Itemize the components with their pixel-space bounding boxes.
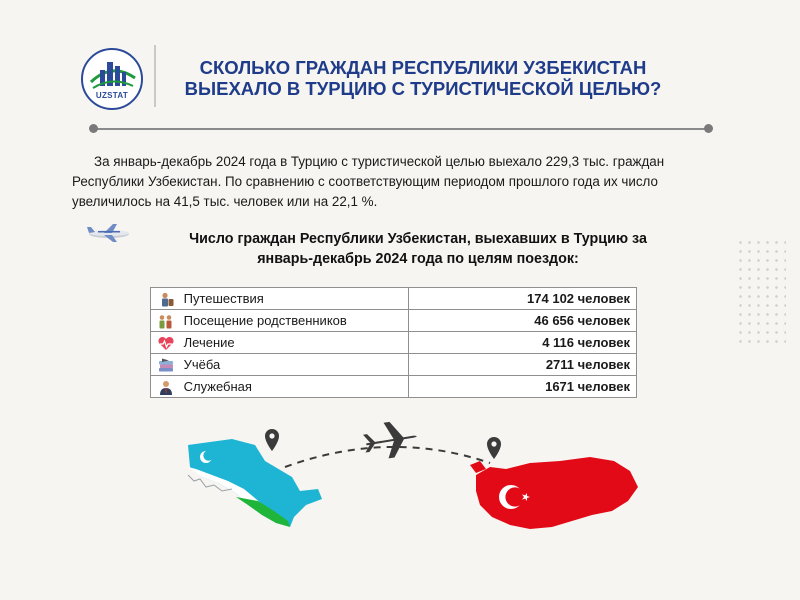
separator-dot-left	[89, 124, 98, 133]
header-divider	[154, 45, 156, 107]
row-label: Лечение	[183, 335, 235, 351]
row-value: 174 102 человек	[409, 288, 637, 310]
title-line-2: ВЫЕХАЛО В ТУРЦИЮ С ТУРИСТИЧЕСКОЙ ЦЕЛЬЮ?	[184, 78, 662, 99]
table-cell-label	[151, 376, 409, 398]
traveler-icon	[157, 292, 175, 307]
row-value: 4 116 человек	[409, 332, 637, 354]
row-value: 2711 человек	[409, 354, 637, 376]
table-cell-label	[151, 332, 409, 354]
table-row	[151, 376, 637, 398]
turkey-map-icon	[470, 457, 638, 529]
uzstat-logo	[81, 48, 143, 110]
separator-dot-right	[704, 124, 713, 133]
separator-line	[93, 128, 709, 130]
row-value: 1671 человек	[409, 376, 637, 398]
table-title-line-1: Число граждан Республики Узбекистан, выехавших в Турцию за	[189, 231, 647, 247]
row-label: Посещение родственников	[183, 313, 347, 329]
row-label: Служебная	[183, 379, 252, 395]
airplane-icon	[84, 222, 134, 244]
family-icon	[157, 314, 175, 329]
businessman-icon	[157, 380, 175, 395]
table-row	[151, 354, 637, 376]
travel-route-illustration	[0, 405, 800, 580]
row-label: Учёба	[183, 357, 221, 373]
table-row	[151, 288, 637, 310]
table-title	[138, 229, 698, 269]
title-line-1: СКОЛЬКО ГРАЖДАН РЕСПУБЛИКИ УЗБЕКИСТАН	[199, 57, 647, 78]
airplane-silhouette-icon	[362, 418, 419, 461]
table-title-line-2: январь-декабрь 2024 года по целям поездок:	[257, 251, 579, 267]
logo-text: UZSTAT	[95, 91, 129, 100]
row-value: 46 656 человек	[409, 310, 637, 332]
table-cell-label	[151, 354, 409, 376]
books-icon	[157, 358, 175, 373]
table-row	[151, 332, 637, 354]
heart-icon	[157, 336, 175, 351]
uzbekistan-map-icon	[188, 439, 322, 527]
travel-purpose-table	[150, 287, 637, 398]
row-label: Путешествия	[183, 291, 264, 307]
page-title	[168, 57, 678, 99]
table-cell-label	[151, 288, 409, 310]
summary-paragraph: За январь-декабрь 2024 года в Турцию с туристической целью выехало 229,3 тыс. граждан Республики Узбекистан. По сравнению с соответствующим периодом прошлого года их число увеличилось на 41,5 тыс. человек или на 22,1 %.	[72, 154, 665, 209]
flight-route-line	[285, 447, 490, 467]
table-cell-label	[151, 310, 409, 332]
table-row	[151, 310, 637, 332]
location-pin-icon	[487, 437, 501, 459]
decorative-dot-grid	[736, 238, 786, 348]
location-pin-icon	[265, 429, 279, 451]
